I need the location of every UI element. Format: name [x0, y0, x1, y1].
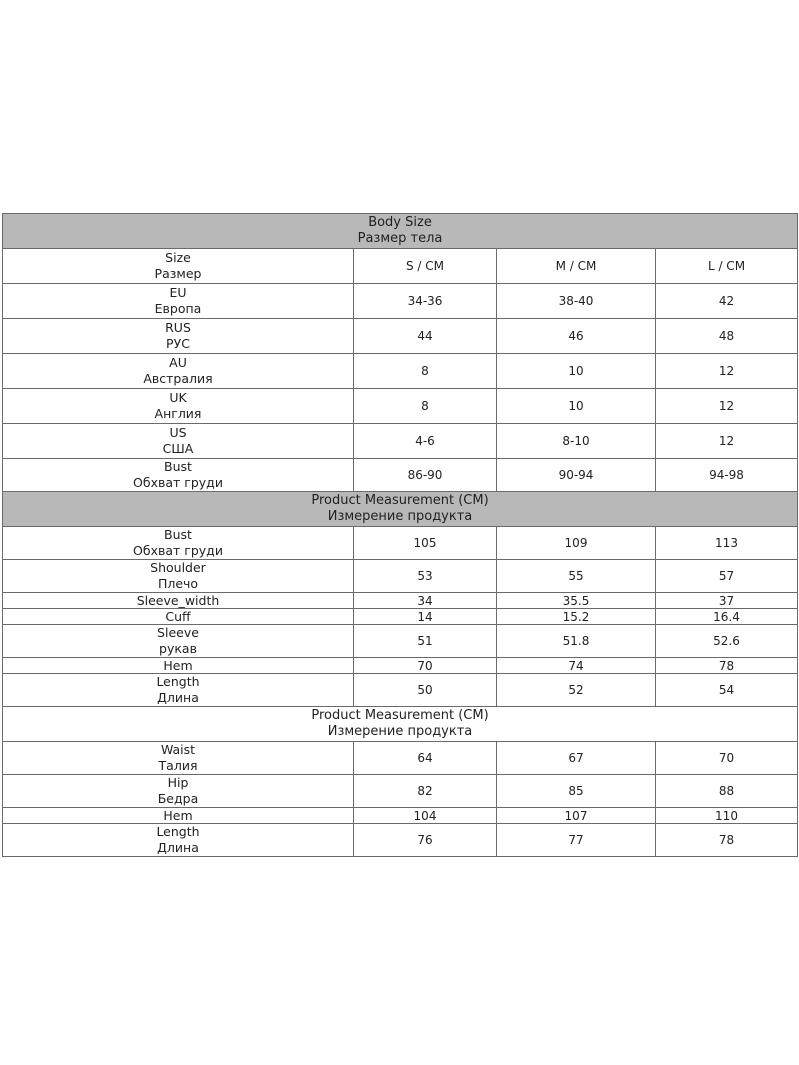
row-label-en: Waist: [160, 742, 196, 757]
row-label-ru: Плечо: [157, 576, 199, 591]
row-label-en: Length: [156, 824, 200, 839]
row-label-cell: [3, 824, 354, 857]
value-cell: 94-98: [656, 459, 798, 492]
value-cell: 48: [656, 319, 798, 354]
value-cell: 8: [354, 389, 497, 424]
top-measurement-title-cell: [3, 492, 798, 527]
size-header-label-cell: [3, 249, 354, 284]
top-measurement-title-ru: Измерение продукта: [327, 509, 473, 524]
value-cell: 12: [656, 354, 798, 389]
value-cell: 8-10: [497, 424, 656, 459]
bottom-measurement-title-cell: [3, 707, 798, 742]
table-border-tail: [2, 851, 3, 855]
body-size-section-header: [3, 214, 798, 249]
table-row: [3, 319, 798, 354]
value-cell: 38-40: [497, 284, 656, 319]
row-label-ru: РУС: [166, 336, 190, 351]
value-cell: 52.6: [656, 625, 798, 658]
size-chart-table: [2, 213, 798, 857]
row-label-ru: Обхват груди: [133, 543, 223, 558]
value-cell: 67: [497, 742, 656, 775]
row-label-en: Shoulder: [150, 560, 206, 575]
value-cell: 50: [354, 674, 497, 707]
table-row: [3, 389, 798, 424]
row-label-cell: Sleeve_width: [3, 593, 354, 609]
row-label-en: AU: [169, 355, 187, 370]
row-label-cell: Hem: [3, 808, 354, 824]
row-label-cell: [3, 424, 354, 459]
value-cell: 53: [354, 560, 497, 593]
value-cell: 109: [497, 527, 656, 560]
table-row: [3, 625, 798, 658]
row-label-cell: [3, 775, 354, 808]
value-cell: 57: [656, 560, 798, 593]
table-row: [3, 808, 798, 824]
row-label-en: Sleeve: [157, 625, 199, 640]
row-label-cell: [3, 389, 354, 424]
value-cell: 70: [354, 658, 497, 674]
table-row: [3, 560, 798, 593]
body-size-title: Body Size: [368, 215, 432, 230]
row-label-cell: [3, 742, 354, 775]
row-label-en: EU: [169, 285, 187, 300]
value-cell: 46: [497, 319, 656, 354]
size-col-m: M / CM: [497, 249, 656, 284]
row-label-cell: Hem: [3, 658, 354, 674]
row-label-cell: [3, 284, 354, 319]
row-label-en: Bust: [164, 527, 192, 542]
row-label-cell: [3, 560, 354, 593]
row-label-cell: Cuff: [3, 609, 354, 625]
bottom-measurement-section-header: [3, 707, 798, 742]
row-label-cell: [3, 527, 354, 560]
row-label-ru: США: [162, 441, 194, 456]
row-label-en: Hip: [167, 775, 189, 790]
size-col-l: L / CM: [656, 249, 798, 284]
top-measurement-title: Product Measurement (CM): [311, 493, 489, 508]
size-header-row: [3, 249, 798, 284]
table-row: [3, 609, 798, 625]
value-cell: 14: [354, 609, 497, 625]
value-cell: 10: [497, 354, 656, 389]
value-cell: 64: [354, 742, 497, 775]
value-cell: 12: [656, 389, 798, 424]
value-cell: 86-90: [354, 459, 497, 492]
value-cell: 78: [656, 658, 798, 674]
row-label-en: Bust: [164, 459, 192, 474]
value-cell: 77: [497, 824, 656, 857]
row-label-ru: Англия: [154, 406, 202, 421]
value-cell: 74: [497, 658, 656, 674]
row-label-en: RUS: [165, 320, 191, 335]
value-cell: 12: [656, 424, 798, 459]
bottom-measurement-title-ru: Измерение продукта: [327, 724, 473, 739]
value-cell: 34: [354, 593, 497, 609]
value-cell: 78: [656, 824, 798, 857]
table-row: [3, 824, 798, 857]
table-row: [3, 284, 798, 319]
row-label-cell: [3, 674, 354, 707]
row-label-ru: Обхват груди: [133, 475, 223, 490]
table-row: [3, 658, 798, 674]
size-header-label-ru: Размер: [154, 266, 202, 281]
row-label-cell: [3, 319, 354, 354]
value-cell: 52: [497, 674, 656, 707]
value-cell: 34-36: [354, 284, 497, 319]
row-label-en: UK: [169, 390, 187, 405]
value-cell: 76: [354, 824, 497, 857]
table-row: [3, 742, 798, 775]
size-col-s: S / CM: [354, 249, 497, 284]
size-header-label-en: Size: [165, 250, 191, 265]
row-label-cell: [3, 354, 354, 389]
value-cell: 55: [497, 560, 656, 593]
top-measurement-section-header: [3, 492, 798, 527]
body-size-title-cell: [3, 214, 798, 249]
row-label-en: Length: [156, 674, 200, 689]
value-cell: 37: [656, 593, 798, 609]
table-row: [3, 593, 798, 609]
table-row: [3, 527, 798, 560]
value-cell: 70: [656, 742, 798, 775]
body-size-title-ru: Размер тела: [357, 231, 443, 246]
row-label-ru: Европа: [154, 301, 202, 316]
value-cell: 44: [354, 319, 497, 354]
value-cell: 16.4: [656, 609, 798, 625]
value-cell: 54: [656, 674, 798, 707]
row-label-ru: рукав: [159, 641, 197, 656]
value-cell: 51.8: [497, 625, 656, 658]
value-cell: 51: [354, 625, 497, 658]
row-label-ru: Бедра: [157, 791, 199, 806]
row-label-cell: [3, 459, 354, 492]
row-label-ru: Длина: [157, 690, 199, 705]
value-cell: 104: [354, 808, 497, 824]
value-cell: 35.5: [497, 593, 656, 609]
value-cell: 88: [656, 775, 798, 808]
table-row: [3, 459, 798, 492]
value-cell: 105: [354, 527, 497, 560]
value-cell: 85: [497, 775, 656, 808]
table-row: [3, 674, 798, 707]
value-cell: 15.2: [497, 609, 656, 625]
value-cell: 4-6: [354, 424, 497, 459]
value-cell: 42: [656, 284, 798, 319]
value-cell: 113: [656, 527, 798, 560]
table-row: [3, 424, 798, 459]
value-cell: 107: [497, 808, 656, 824]
value-cell: 82: [354, 775, 497, 808]
table-row: [3, 775, 798, 808]
value-cell: 10: [497, 389, 656, 424]
value-cell: 8: [354, 354, 497, 389]
bottom-measurement-title: Product Measurement (CM): [311, 708, 489, 723]
row-label-ru: Австралия: [143, 371, 213, 386]
row-label-en: US: [169, 425, 187, 440]
table-row: [3, 354, 798, 389]
row-label-cell: [3, 625, 354, 658]
value-cell: 90-94: [497, 459, 656, 492]
row-label-ru: Талия: [158, 758, 198, 773]
row-label-ru: Длина: [157, 840, 199, 855]
value-cell: 110: [656, 808, 798, 824]
